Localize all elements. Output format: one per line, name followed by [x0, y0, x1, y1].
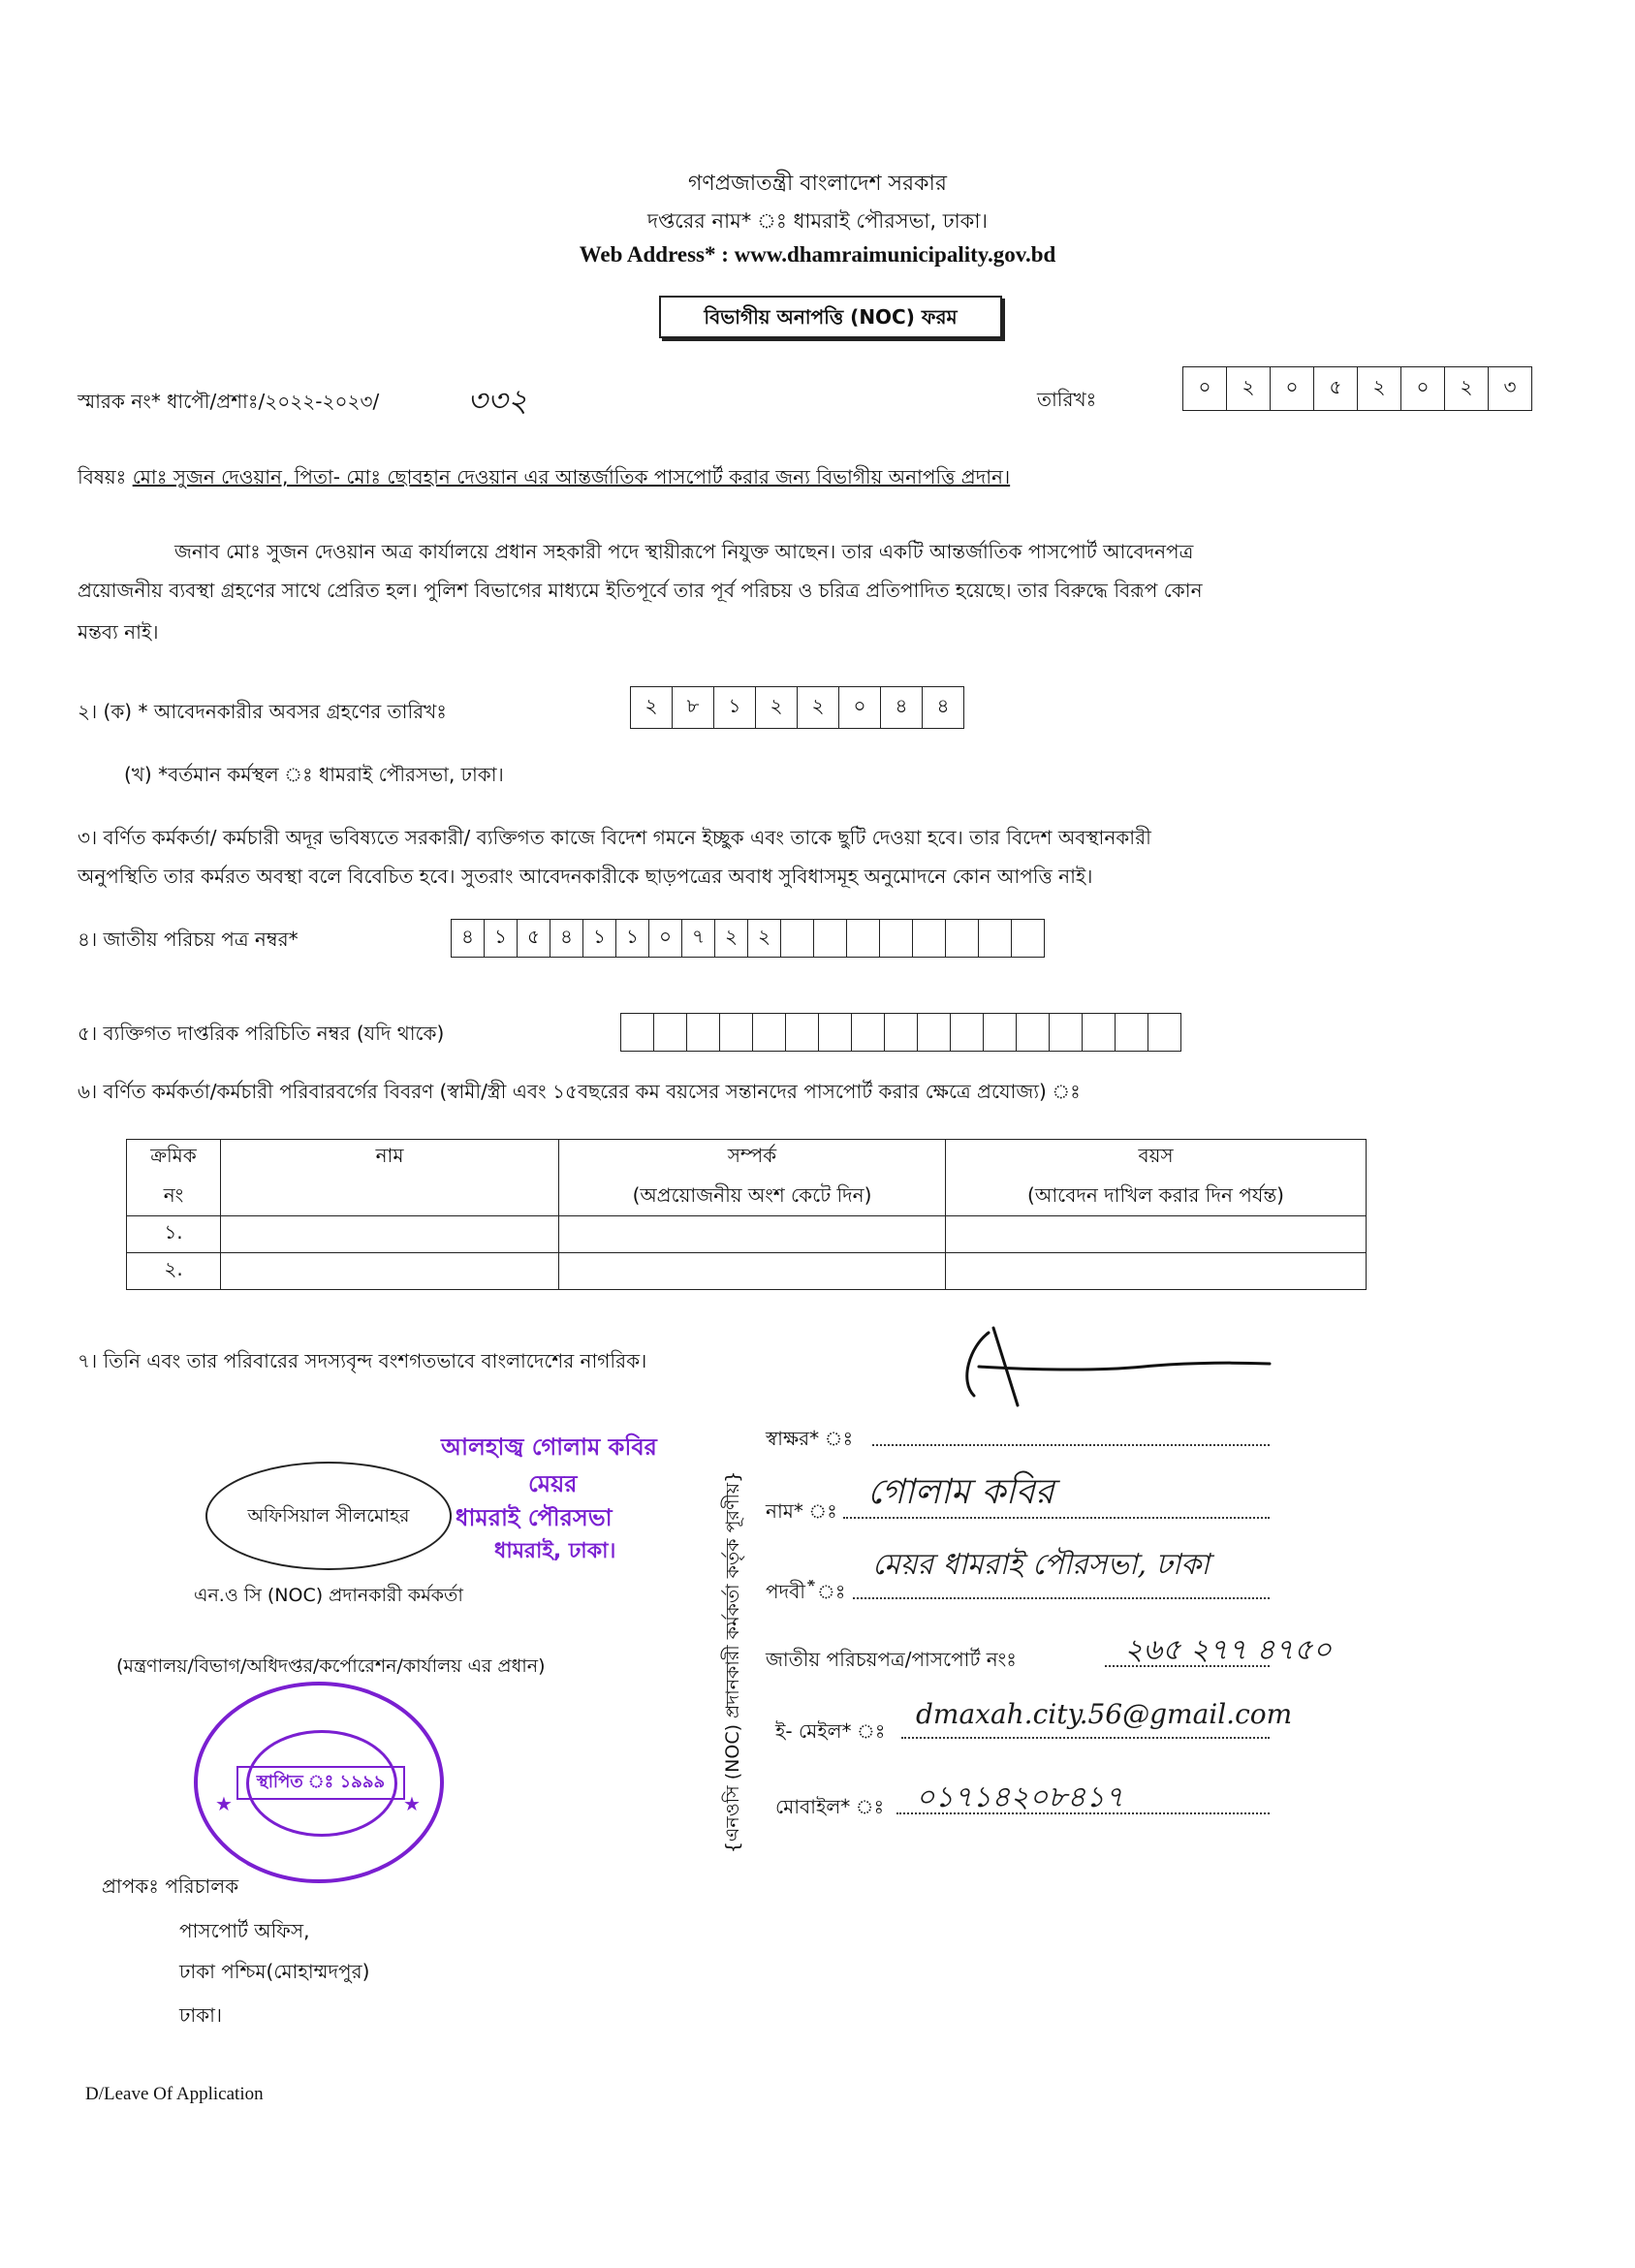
paragraph-1-line-1: জনাব মোঃ সুজন দেওয়ান অত্র কার্যালয়ে প্রধান সহকারী পদে স্থায়ীরূপে নিযুক্ত আছেন। তার একটি আন্তর্জাতিক পাসপোর্ট আবেদনপত্র: [174, 540, 1194, 563]
email-dotted-line: [901, 1737, 1270, 1739]
family-table: [126, 1139, 1367, 1290]
table-row: [127, 1253, 1367, 1290]
retirement-digit: ২: [756, 687, 798, 728]
stamp-office: ধামরাই পৌরসভা: [456, 1504, 613, 1531]
retirement-digit: ২: [798, 687, 839, 728]
signature-dotted-line: [872, 1444, 1270, 1446]
row-serial: ১.: [127, 1216, 221, 1253]
date-digit: ০: [1401, 367, 1445, 410]
office-id-digit: [1116, 1014, 1148, 1051]
office-id-digit: [687, 1014, 720, 1051]
designation-label: পদবী*ঃ: [766, 1580, 846, 1603]
col-serial-header: [127, 1140, 221, 1216]
name-handwritten: গোলাম কবির: [867, 1472, 1054, 1512]
col-relation-header: [559, 1140, 946, 1216]
office-id-digit: [720, 1014, 753, 1051]
recipient-line-3: ঢাকা পশ্চিম(মোহাম্মদপুর): [179, 1960, 370, 1983]
row-relation-cell: [559, 1253, 946, 1290]
nid-digit: ১: [485, 920, 518, 957]
office-id-digit: [1017, 1014, 1050, 1051]
nid-digit: [946, 920, 979, 957]
office-id-digit: [1148, 1014, 1180, 1051]
government-name: গণপ্রজাতন্ত্রী বাংলাদেশ সরকার: [687, 172, 948, 196]
official-seal-oval: [205, 1462, 452, 1570]
signature-label: স্বাক্ষর* ঃ: [766, 1427, 854, 1450]
memo-number-label: স্মারক নং* ধাপৌ/প্রশাঃ/২০২২-২০২৩/: [78, 390, 380, 413]
nid-boxes: [451, 919, 1045, 958]
col-age-line-2: (আবেদন দাখিল করার দিন পর্যন্ত): [1027, 1183, 1284, 1207]
nid-digit: ১: [616, 920, 649, 957]
recipient-line-2: পাসপোর্ট অফিস,: [179, 1919, 310, 1942]
stamp-title: মেয়র: [528, 1470, 578, 1497]
nid-digit: ২: [748, 920, 781, 957]
paragraph-1-line-2: প্রয়োজনীয় ব্যবস্থা গ্রহণের সাথে প্রেরিত হল। পুলিশ বিভাগের মাধ্যমে ইতিপূর্বে তার পূর্ব পরিচয় ও চরিত্র প্রতিপাদিত হয়েছে। তার বিরুদ্ধে বিরূপ কোন: [78, 579, 1203, 602]
round-office-seal: [194, 1682, 444, 1883]
office-id-digit: [786, 1014, 819, 1051]
retirement-digit: ০: [839, 687, 881, 728]
form-title-box: [659, 296, 1002, 338]
item-2a-label: ২। (ক) * আবেদনকারীর অবসর গ্রহণের তারিখঃ: [78, 700, 447, 723]
item-4-label: ৪। জাতীয় পরিচয় পত্র নম্বর*: [78, 928, 299, 951]
office-id-digit: [753, 1014, 786, 1051]
nid-digit: [847, 920, 880, 957]
subject-text: মোঃ সুজন দেওয়ান, পিতা- মোঃ ছোবহান দেওয়ান এর আন্তর্জাতিক পাসপোর্ট করার জন্য বিভাগীয় অনাপত্তি প্রদান।: [132, 465, 1011, 488]
nid-passport-handwritten: ২৬৫ ২৭৭ ৪৭৫০: [1124, 1633, 1333, 1667]
nid-digit: ০: [649, 920, 682, 957]
nid-digit: ৪: [452, 920, 485, 957]
subject-prefix: বিষয়ঃ: [78, 465, 127, 488]
office-id-digit: [984, 1014, 1017, 1051]
family-table-header: [127, 1140, 1367, 1216]
row-name-cell: [221, 1216, 559, 1253]
retirement-digit: ২: [631, 687, 673, 728]
nid-digit: ৪: [550, 920, 583, 957]
row-serial: ২.: [127, 1253, 221, 1290]
recipient-line-1: প্রাপকঃ পরিচালক: [102, 1874, 239, 1898]
nid-digit: ২: [715, 920, 748, 957]
nid-digit: ৫: [518, 920, 550, 957]
col-serial-line-1: ক্রমিক: [150, 1144, 197, 1167]
web-address: Web Address* : www.dhamraimunicipality.gov.bd: [579, 242, 1056, 267]
date-digit: ৫: [1314, 367, 1358, 410]
mobile-label: মোবাইল* ঃ: [775, 1795, 885, 1818]
retirement-digit: ৪: [881, 687, 923, 728]
table-row: [127, 1216, 1367, 1253]
col-name-header: নাম: [221, 1140, 559, 1216]
stamp-name: আলহাজ্ব গোলাম কবির: [441, 1433, 657, 1461]
office-id-digit: [621, 1014, 654, 1051]
row-relation-cell: [559, 1216, 946, 1253]
col-serial-line-2: নং: [163, 1183, 184, 1207]
date-digit: ২: [1227, 367, 1271, 410]
email-handwritten: dmaxah.city.56@gmail.com: [916, 1698, 1293, 1730]
office-id-digit: [951, 1014, 984, 1051]
date-boxes: [1182, 366, 1532, 411]
footer-code: D/Leave Of Application: [85, 2084, 264, 2104]
item-3-line-2: অনুপস্থিতি তার কর্মরত অবস্থা বলে বিবেচিত হবে। সুতরাং আবেদনকারীকে ছাড়পত্রের অবাধ সুবিধাসমূহ অনুমোদনে কোন আপত্তি নাই।: [78, 865, 1093, 888]
round-seal-established: স্থাপিত ঃ ১৯৯৯: [236, 1766, 405, 1800]
form-title: বিভাগীয় অনাপত্তি (NOC) ফরম: [704, 305, 958, 329]
item-7-citizenship: ৭। তিনি এবং তার পরিবারের সদস্যবৃন্দ বংশগতভাবে বাংলাদেশের নাগরিক।: [78, 1349, 647, 1372]
office-id-digit: [819, 1014, 852, 1051]
row-name-cell: [221, 1253, 559, 1290]
nid-digit: [880, 920, 913, 957]
date-digit: ৩: [1503, 374, 1517, 398]
official-seal-label: অফিসিয়াল সীলমোহর: [247, 1505, 410, 1527]
retirement-digit: ১: [714, 687, 756, 728]
item-2b-workplace: (খ) *বর্তমান কর্মস্থল ঃ ধামরাই পৌরসভা, ঢাকা।: [124, 763, 504, 786]
stamp-place: ধামরাই, ঢাকা।: [494, 1539, 616, 1563]
designation-dotted-line: [853, 1597, 1270, 1599]
round-seal-star-icon: ★: [215, 1792, 233, 1815]
office-id-digit: [1083, 1014, 1116, 1051]
paragraph-1-line-3: মন্তব্য নাই।: [78, 620, 159, 644]
row-age-cell: [946, 1216, 1367, 1253]
office-id-boxes: [620, 1013, 1181, 1052]
office-name: দপ্তরের নাম* ঃ ধামরাই পৌরসভা, ঢাকা।: [647, 209, 988, 233]
vertical-fill-note: {এনওসি (NOC) প্রদানকারী কর্মকর্তা কর্তৃক পূরণীয়}: [722, 1470, 743, 1854]
col-age-header: [946, 1140, 1367, 1216]
nid-digit: ১: [583, 920, 616, 957]
office-id-digit: [654, 1014, 687, 1051]
item-5-label: ৫। ব্যক্তিগত দাপ্তরিক পরিচিতি নম্বর (যদি থাকে): [78, 1022, 445, 1045]
date-label: তারিখঃ: [1037, 388, 1097, 411]
nid-digit: [979, 920, 1012, 957]
recipient-line-4: ঢাকা।: [179, 2003, 223, 2027]
item-3-line-1: ৩। বর্ণিত কর্মকর্তা/ কর্মচারী অদূর ভবিষ্যতে সরকারী/ ব্যক্তিগত কাজে বিদেশ গমনে ইচ্ছুক এবং তাকে ছুটি দেওয়া হবে। তার বিদেশ অবস্থানকারী: [78, 826, 1151, 849]
nid-digit: [781, 920, 814, 957]
nid-digit: [814, 920, 847, 957]
mobile-handwritten: ০১৭১৪২০৮৪১৭: [916, 1780, 1124, 1814]
retirement-date-boxes: [630, 686, 964, 729]
row-age-cell: [946, 1253, 1367, 1290]
noc-officer-label: এন.ও সি (NOC) প্রদানকারী কর্মকর্তা: [194, 1585, 463, 1606]
retirement-digit: ৮: [673, 687, 714, 728]
nid-passport-label: জাতীয় পরিচয়পত্র/পাসপোর্ট নংঃ: [766, 1648, 1017, 1671]
date-digit: ০: [1271, 367, 1314, 410]
nid-digit: [1012, 920, 1044, 957]
nid-digit: ৭: [682, 920, 715, 957]
email-label: ই- মেইল* ঃ: [775, 1719, 886, 1743]
col-relation-line-2: (অপ্রয়োজনীয় অংশ কেটে দিন): [632, 1183, 872, 1207]
date-digit: ০: [1183, 367, 1227, 410]
retirement-digit: ৪: [936, 693, 950, 717]
office-id-digit: [918, 1014, 951, 1051]
office-id-digit: [852, 1014, 885, 1051]
date-digit: ২: [1445, 367, 1489, 410]
nid-digit: [913, 920, 946, 957]
office-id-digit: [1050, 1014, 1083, 1051]
handwritten-signature: [950, 1313, 1279, 1410]
date-digit: ২: [1358, 367, 1401, 410]
item-6-label: ৬। বর্ণিত কর্মকর্তা/কর্মচারী পরিবারবর্গের বিবরণ (স্বামী/স্ত্রী এবং ১৫বছরের কম বয়সের সন্তানদের পাসপোর্ট করার ক্ষেত্রে প্রযোজ্য) ঃ: [78, 1080, 1081, 1103]
subject-line: [78, 463, 1010, 495]
col-relation-line-1: সম্পর্ক: [727, 1144, 777, 1167]
memo-number-handwritten: ৩৩২: [467, 382, 528, 419]
office-id-digit: [885, 1014, 918, 1051]
head-of-office-note: (মন্ত্রণালয়/বিভাগ/অধিদপ্তর/কর্পোরেশন/কার্যালয় এর প্রধান): [116, 1655, 546, 1677]
designation-handwritten: মেয়র ধামরাই পৌরসভা, ঢাকা: [872, 1548, 1210, 1582]
name-label: নাম* ঃ: [766, 1499, 837, 1523]
col-age-line-1: বয়স: [1138, 1144, 1174, 1167]
round-seal-star-icon: ★: [403, 1792, 421, 1815]
